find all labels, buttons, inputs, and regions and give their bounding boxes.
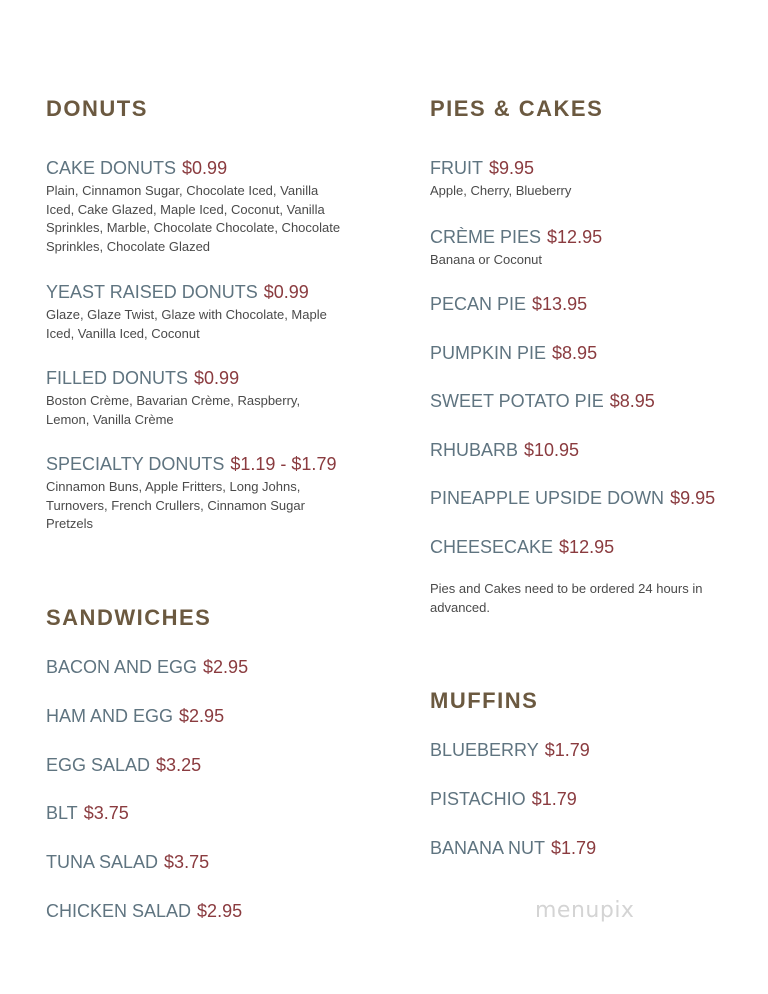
watermark: menupix <box>535 898 635 923</box>
menu-item-ham-and-egg <box>46 705 346 727</box>
item-price: $9.95 <box>670 488 716 508</box>
menu-item-chicken-salad <box>46 900 346 922</box>
item-name: CAKE DONUTS <box>46 158 177 178</box>
menu-item-tuna-salad <box>46 851 346 873</box>
menu-item-cheesecake <box>430 536 730 558</box>
item-name: PUMPKIN PIE <box>430 343 547 363</box>
menu-item-sweet-potato-pie <box>430 390 730 412</box>
item-name: CHICKEN SALAD <box>46 901 192 921</box>
menu-item-creme-pies <box>430 226 730 270</box>
item-price: $0.99 <box>194 368 240 388</box>
item-price: $0.99 <box>182 158 228 178</box>
item-name: PINEAPPLE UPSIDE DOWN <box>430 488 665 508</box>
item-price: $1.79 <box>544 740 590 760</box>
donuts-title: DONUTS <box>46 96 148 121</box>
menu-item-fruit <box>430 157 730 201</box>
item-price: $2.95 <box>197 901 243 921</box>
item-description: Glaze, Glaze Twist, Glaze with Chocolate, Maple Iced, Vanilla Iced, Coconut <box>46 307 327 341</box>
menu-item-egg-salad <box>46 754 346 776</box>
item-price: $13.95 <box>532 294 588 314</box>
menu-item-bacon-and-egg <box>46 656 346 678</box>
item-name: RHUBARB <box>430 440 519 460</box>
item-price: $3.75 <box>83 803 129 823</box>
item-name: SPECIALTY DONUTS <box>46 454 225 474</box>
item-name: FRUIT <box>430 158 483 178</box>
item-price: $8.95 <box>609 391 655 411</box>
item-price: $3.25 <box>156 755 202 775</box>
menu-item-specialty-donuts <box>46 453 346 534</box>
item-price: $1.19 - $1.79 <box>230 454 337 474</box>
item-name: PISTACHIO <box>430 789 526 809</box>
menu-item-pineapple-upside-down <box>430 487 730 509</box>
item-price: $3.75 <box>164 852 210 872</box>
item-name: BLT <box>46 803 78 823</box>
item-description: Cinnamon Buns, Apple Fritters, Long Johns, Turnovers, French Crullers, Cinnamon Sugar Pretzels <box>46 479 305 531</box>
menu-item-banana-nut <box>430 837 730 859</box>
menu-item-filled-donuts <box>46 367 346 429</box>
item-name: TUNA SALAD <box>46 852 159 872</box>
item-name: EGG SALAD <box>46 755 151 775</box>
item-price: $2.95 <box>179 706 225 726</box>
menu-item-pumpkin-pie <box>430 342 730 364</box>
item-price: $10.95 <box>524 440 580 460</box>
order-note: Pies and Cakes need to be ordered 24 hours in advanced. <box>430 581 703 615</box>
item-name: CHEESECAKE <box>430 537 554 557</box>
item-name: BLUEBERRY <box>430 740 539 760</box>
pies-cakes-title: PIES & CAKES <box>430 96 604 121</box>
item-name: HAM AND EGG <box>46 706 174 726</box>
item-price: $0.99 <box>263 282 309 302</box>
menu-item-pecan-pie <box>430 293 730 315</box>
item-price: $12.95 <box>559 537 615 557</box>
item-name: BACON AND EGG <box>46 657 198 677</box>
item-price: $1.79 <box>531 789 577 809</box>
muffins-title: MUFFINS <box>430 688 539 713</box>
item-name: PECAN PIE <box>430 294 527 314</box>
item-name: CRÈME PIES <box>430 227 542 247</box>
item-description: Apple, Cherry, Blueberry <box>430 183 572 198</box>
item-description: Boston Crème, Bavarian Crème, Raspberry, Lemon, Vanilla Crème <box>46 393 301 427</box>
item-price: $2.95 <box>203 657 249 677</box>
item-name: YEAST RAISED DONUTS <box>46 282 258 302</box>
menu-item-cake-donuts <box>46 157 346 256</box>
item-name: FILLED DONUTS <box>46 368 189 388</box>
item-price: $8.95 <box>552 343 598 363</box>
item-description: Plain, Cinnamon Sugar, Chocolate Iced, Vanilla Iced, Cake Glazed, Maple Iced, Coconut, Vanilla Sprinkles, Marble, Chocolate Chocolate, Chocolate Sprinkles, Chocolate Glazed <box>46 183 341 254</box>
menu-item-blueberry <box>430 739 730 761</box>
menu-item-rhubarb <box>430 439 730 461</box>
item-price: $9.95 <box>489 158 535 178</box>
item-price: $1.79 <box>551 838 597 858</box>
menu-item-pistachio <box>430 788 730 810</box>
menu-item-blt <box>46 802 346 824</box>
sandwiches-title: SANDWICHES <box>46 605 212 630</box>
item-description: Banana or Coconut <box>430 252 543 267</box>
menu-item-yeast-raised-donuts <box>46 281 346 343</box>
item-name: SWEET POTATO PIE <box>430 391 604 411</box>
item-price: $12.95 <box>547 227 603 247</box>
item-name: BANANA NUT <box>430 838 546 858</box>
